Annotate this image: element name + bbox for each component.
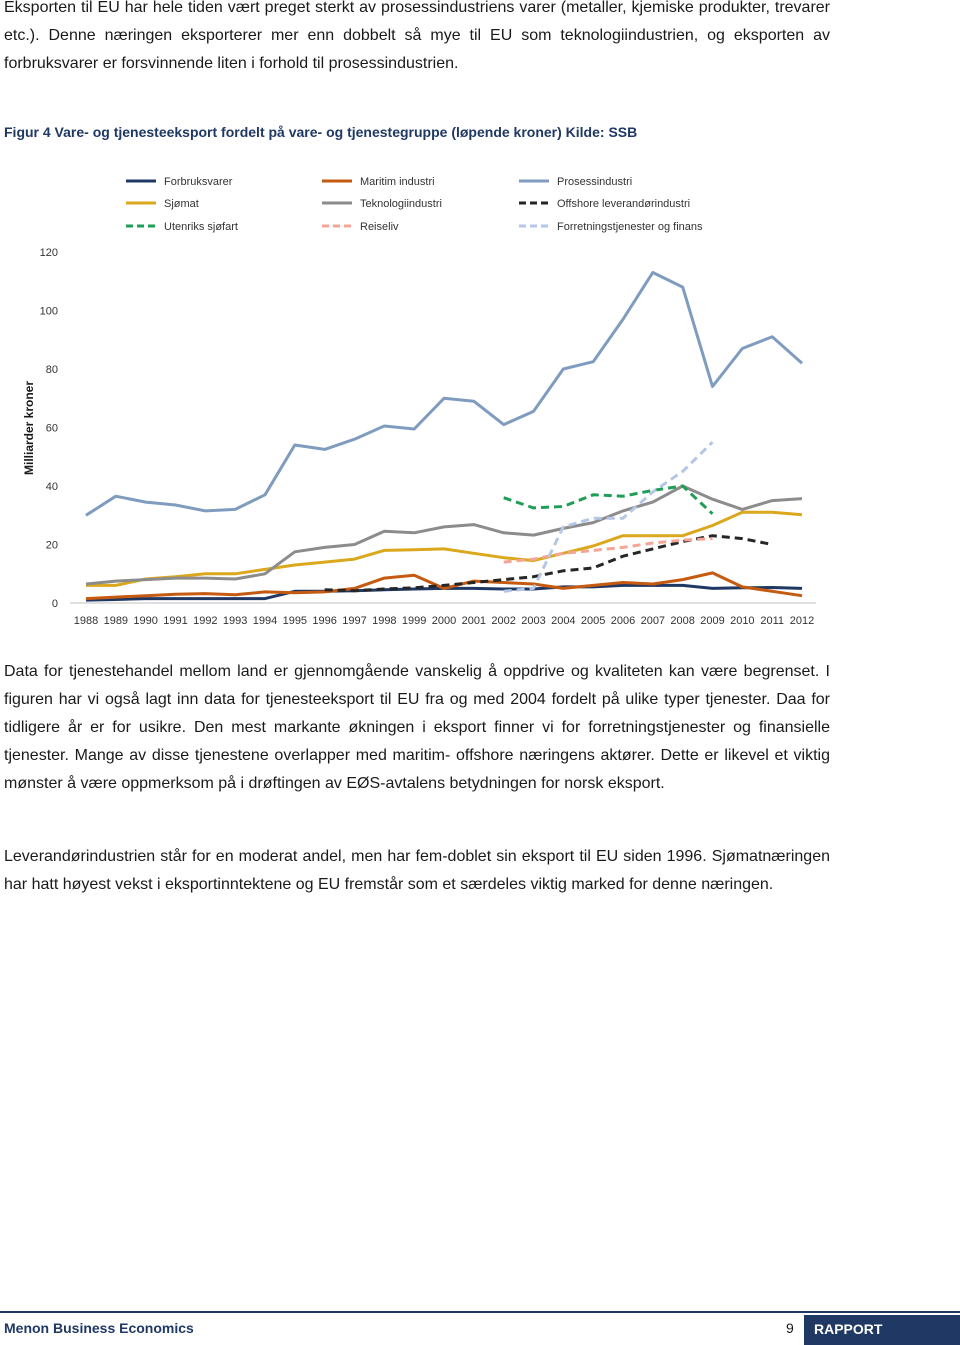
x-axis <box>70 603 816 627</box>
x-tick-label: 2012 <box>789 615 815 627</box>
x-tick-label: 2009 <box>700 615 725 627</box>
y-axis <box>40 247 58 610</box>
series-line-offshore-leverandorindustri <box>325 536 773 591</box>
series-line-teknologiindustri <box>86 486 802 584</box>
series-line-prosessindustri <box>86 273 802 516</box>
y-tick-label: 80 <box>45 364 58 376</box>
legend-label-offshore-leverandorindustri: Offshore leverandørindustri <box>557 198 691 210</box>
x-tick-label: 1993 <box>222 615 248 627</box>
report-badge-label: RAPPORT <box>814 1321 883 1337</box>
x-tick-label: 2005 <box>580 615 606 627</box>
footer-rule <box>0 1311 960 1313</box>
chart-legend <box>126 176 703 233</box>
x-tick-label: 2010 <box>730 615 755 627</box>
series-line-forretningstjenester-og-finans <box>504 442 713 591</box>
legend-label-reiseliv: Reiseliv <box>360 221 399 233</box>
x-tick-label: 1989 <box>103 615 129 627</box>
footer-company: Menon Business Economics <box>4 1320 194 1336</box>
x-tick-label: 1990 <box>133 615 158 627</box>
page-number: 9 <box>786 1320 794 1336</box>
y-tick-label: 100 <box>39 305 58 318</box>
series-line-utenriks-sjofart <box>504 486 713 514</box>
x-tick-label: 1998 <box>372 615 397 627</box>
x-tick-label: 2000 <box>431 615 457 627</box>
y-tick-label: 0 <box>51 598 58 610</box>
y-tick-label: 60 <box>45 422 58 435</box>
x-tick-label: 1999 <box>401 615 427 627</box>
y-axis-label: Milliarder kroner <box>22 380 36 476</box>
line-chart <box>0 160 960 640</box>
x-tick-label: 2011 <box>760 615 784 627</box>
legend-label-forbruksvarer: Forbruksvarer <box>164 176 233 188</box>
y-tick-label: 120 <box>39 247 58 259</box>
figure-caption: Figur 4 Vare- og tjenesteeksport fordelt på vare- og tjenestegruppe (løpende kroner) Kilde: SSB <box>4 124 638 140</box>
x-tick-label: 1997 <box>342 615 367 627</box>
x-tick-label: 2008 <box>670 615 695 627</box>
legend-label-sjomat: Sjømat <box>164 198 199 210</box>
x-tick-label: 2003 <box>521 615 546 627</box>
legend-label-maritim-industri: Maritim industri <box>360 176 435 188</box>
x-tick-label: 1996 <box>312 615 337 627</box>
y-tick-label: 40 <box>45 481 58 493</box>
y-tick-label: 20 <box>45 539 58 552</box>
x-tick-label: 1988 <box>73 615 99 627</box>
legend-label-utenriks-sjofart: Utenriks sjøfart <box>164 221 238 233</box>
x-tick-label: 1992 <box>193 615 218 627</box>
x-tick-label: 1991 <box>163 615 188 627</box>
supplier-paragraph: Leverandørindustrien står for en moderat andel, men har fem-doblet sin eksport til EU siden 1996. Sjømatnæringen har hatt høyest vekst i eksportinntektene og EU fremstår som et særdeles viktig marked for denne næringen. <box>4 848 830 893</box>
x-tick-label: 2002 <box>491 615 516 627</box>
report-badge <box>804 1315 960 1345</box>
legend-label-teknologiindustri: Teknologiindustri <box>360 198 442 210</box>
x-tick-label: 1994 <box>252 615 278 627</box>
x-tick-label: 1995 <box>282 615 308 627</box>
x-tick-label: 2001 <box>461 615 487 627</box>
series-lines <box>86 273 802 601</box>
legend-label-forretningstjenester-og-finans: Forretningstjenester og finans <box>557 221 703 233</box>
x-tick-label: 2004 <box>551 615 576 627</box>
series-line-sjomat <box>86 512 802 585</box>
legend-label-prosessindustri: Prosessindustri <box>557 176 633 188</box>
intro-paragraph: Eksporten til EU har hele tiden vært preget sterkt av prosessindustriens varer (metaller, kjemiske produkter, trevarer etc.). Denne næringen eksporterer mer enn dobbelt så mye til EU som teknologiindustrien, og eksporten av forbruksvarer er forsvinnende liten i forhold til prosessindustrien. <box>4 0 830 72</box>
x-tick-label: 2006 <box>610 615 636 627</box>
services-paragraph: Data for tjenestehandel mellom land er gjennomgående vanskelig å oppdrive og kvaliteten kan være begrenset. I figuren har vi også lagt inn data for tjenesteeksport til EU fra og med 2004 fordelt på ulike typer tjenester. Daa for tidligere år er for usikre. Den mest markante økningen i eksport finner vi for forretningstjenester og finansielle tjenester. Mange av disse tjenestene overlapper med maritim- offshore næringens aktører. Dette er likevel et viktig mønster å være oppmerksom på i drøftingen av EØS-avtalens betydningen for norsk eksport. <box>4 663 830 792</box>
x-tick-label: 2007 <box>640 615 666 627</box>
